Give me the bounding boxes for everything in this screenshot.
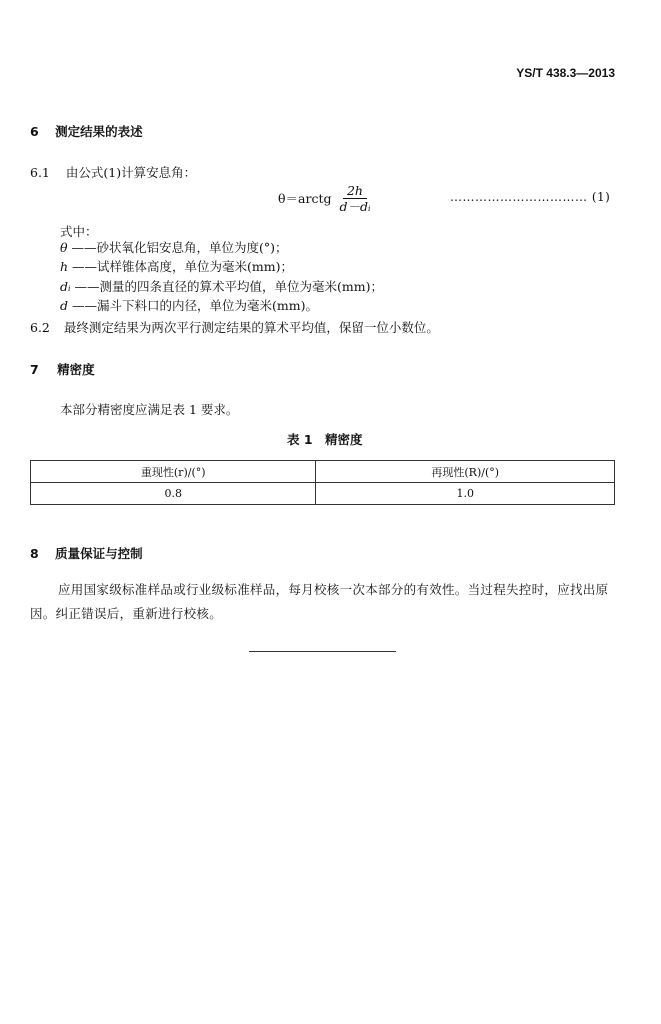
section-8-body: 应用国家级标准样品或行业级标准样品，每月校核一次本部分的有效性。当过程失控时，应找出原因。纠正错误后，重新进行校核。 <box>30 582 609 621</box>
clause-6-1-number: 6.1 <box>30 165 50 180</box>
definition-text: ——砂状氧化铝安息角，单位为度(°)； <box>71 240 288 255</box>
table-header-cell: 再现性(R)/(°) <box>316 461 615 483</box>
table-cell: 0.8 <box>31 483 316 505</box>
section-6-title: 测定结果的表述 <box>55 124 143 139</box>
section-6-number: 6 <box>30 124 39 139</box>
formula-numerator: 2h <box>343 183 367 199</box>
clause-6-2 <box>30 318 439 336</box>
section-7-heading <box>30 360 95 378</box>
table-header-cell: 重现性(r)/(°) <box>31 461 316 483</box>
formula-lhs: θ＝arctg <box>278 191 332 206</box>
table-cell: 1.0 <box>316 483 615 505</box>
definition-item <box>60 257 293 275</box>
definition-item <box>60 238 288 256</box>
section-8-number: 8 <box>30 546 39 561</box>
formula-1 <box>278 180 375 216</box>
section-7-body: 本部分精密度应满足表 1 要求。 <box>60 402 239 417</box>
clause-6-2-number: 6.2 <box>30 320 50 335</box>
clause-6-1 <box>30 163 196 181</box>
definition-text: ——试样锥体高度，单位为毫米(mm)； <box>72 259 294 274</box>
clause-6-1-text: 由公式(1)计算安息角： <box>65 165 197 180</box>
table-caption: 表 1 精密度 <box>287 432 363 447</box>
standard-number: YS/T 438.3—2013 <box>516 66 615 80</box>
formula-denominator: d－dᵢ <box>339 198 371 214</box>
definition-symbol: h <box>60 259 69 274</box>
definition-text: ——漏斗下料口的内径，单位为毫米(mm)。 <box>72 298 318 313</box>
precision-table <box>30 460 615 505</box>
section-7-number: 7 <box>30 362 39 377</box>
definition-text: ——测量的四条直径的算术平均值，单位为毫米(mm)； <box>74 279 383 294</box>
table-header-row <box>31 461 615 483</box>
section-8-heading <box>30 544 143 562</box>
section-8-title: 质量保证与控制 <box>55 546 143 561</box>
definition-symbol: θ <box>60 240 68 255</box>
formula-fraction <box>335 183 374 214</box>
definition-item <box>60 277 383 295</box>
section-7-title: 精密度 <box>57 362 95 377</box>
formula-leader: …………………………… (1) <box>450 190 611 204</box>
definition-symbol: d <box>60 298 69 313</box>
definition-symbol: dᵢ <box>60 279 71 294</box>
where-label: 式中： <box>60 224 98 239</box>
end-rule <box>249 651 396 652</box>
definition-item <box>60 296 318 314</box>
table-row <box>31 483 615 505</box>
section-6-heading <box>30 122 143 140</box>
clause-6-2-text: 最终测定结果为两次平行测定结果的算术平均值，保留一位小数位。 <box>63 320 439 335</box>
